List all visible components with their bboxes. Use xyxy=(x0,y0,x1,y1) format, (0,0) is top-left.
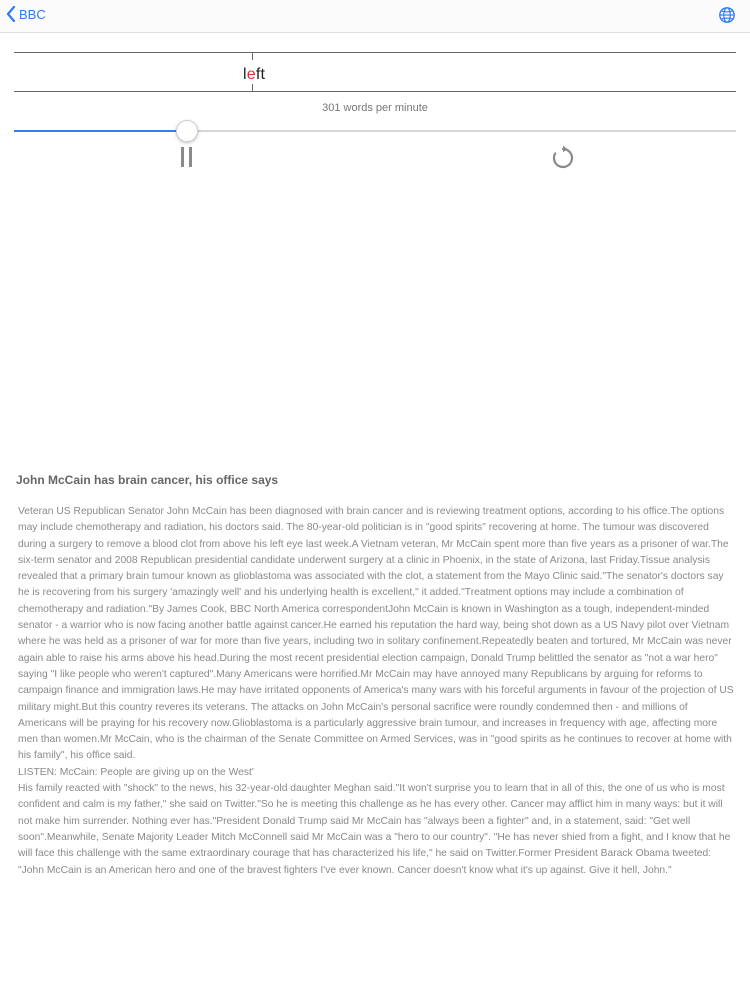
word-focus-letter: e xyxy=(246,66,256,83)
reader-bottom-rule xyxy=(14,91,736,92)
article-paragraph: His family reacted with "shock" to the news, his 32-year-old daughter Meghan said."It won't surprise you to learn that in all of this, the one of us who is most confident and calm is my father," she said on Twitter."So he is meeting this challenge as he has every other. Cancer may afflict him in many ways: but it will not make him surrender. Nothing ever has."President Donald Trump said Mr McCain has "always been a fighter" and, in a statement, said: "Get well soon".Meanwhile, Senate Majority Leader Mitch McConnell said Mr McCain was a "hero to our country". "He has never shied from a fight, and I know that he will face this challenge with the same extraordinary courage that has characterized his life," he said on Twitter.Former President Barack Obama tweeted: "John McCain is an American hero and one of the bravest fighters I've ever known. Cancer doesn't know what it's up against. Give it hell, John." xyxy=(18,783,731,876)
word-suffix: ft xyxy=(255,66,266,83)
focus-marker-bottom xyxy=(252,84,253,91)
pause-icon[interactable] xyxy=(179,146,195,168)
back-button-label: BBC xyxy=(19,6,46,22)
globe-icon[interactable] xyxy=(718,6,736,24)
word-prefix: l xyxy=(243,66,247,83)
restart-icon[interactable] xyxy=(550,145,576,171)
article-title: John McCain has brain cancer, his office says xyxy=(16,473,279,487)
navigation-bar xyxy=(0,0,750,33)
article-paragraph: LISTEN: McCain: People are giving up on the West' xyxy=(18,766,254,778)
current-word xyxy=(243,66,265,84)
speed-slider-thumb[interactable] xyxy=(176,120,198,142)
speed-label: 301 words per minute xyxy=(322,102,428,114)
back-button[interactable] xyxy=(6,6,46,22)
article-paragraph: Veteran US Republican Senator John McCain has been diagnosed with brain cancer and is reviewing treatment options, according to his office.The options may include chemotherapy and radiation, his doctors said. The 80-year-old politician is in "good spirits" recovering at home. The tumour was discovered during a surgery to remove a blood clot from above his left eye last week.A Vietnam veteran, Mr McCain spent more than five years as a prisoner of war.The six-term senator and 2008 Republican presidential candidate underwent surgery at a clinic in Phoenix, in the state of Arizona, last Friday.Tissue analysis revealed that a primary brain tumour known as glioblastoma was associated with the clot, a statement from the Mayo Clinic said."The senator's doctors say he is recovering from his surgery 'amazingly well' and his underlying health is excellent," it added."Treatment options may include a combination of chemotherapy and radiation."By James Cook, BBC North America correspondentJohn McCain is known in Washington as a tough, independent-minded senator - a warrior who is now facing another battle against cancer.He earned his reputation the hard way, being shot down as a US Navy pilot over Vietnam where he was held as a prisoner of war for more than five years, including two in solitary confinement.Repeatedly beaten and tortured, Mr McCain was never again able to raise his arms above his head.During the most recent presidential election campaign, Donald Trump belittled the senator as "not a war hero" saying "I like people who weren't captured".Many Americans were horrified.Mr McCain may have annoyed many Republicans by arguing for reforms to campaign finance and immigration laws.He may have irritated opponents of America's many wars with his forceful arguments in favour of the projection of US military might.But this country reveres its veterans. The attacks on John McCain's personal sacrifice were roundly condemned then - and millions of Americans will be praying for his recovery now.Glioblastoma is a particularly aggressive brain tumour, and increases in frequency with age, affecting more men than women.Mr McCain, who is the chairman of the Senate Committee on Armed Services, was in "good spirits as he continues to recover at home with his family", his office said. xyxy=(18,506,734,762)
reader-top-rule xyxy=(14,52,736,53)
chevron-left-icon xyxy=(6,6,16,22)
article-body xyxy=(18,504,734,879)
focus-marker-top xyxy=(252,52,253,60)
speed-slider-fill xyxy=(14,130,187,132)
